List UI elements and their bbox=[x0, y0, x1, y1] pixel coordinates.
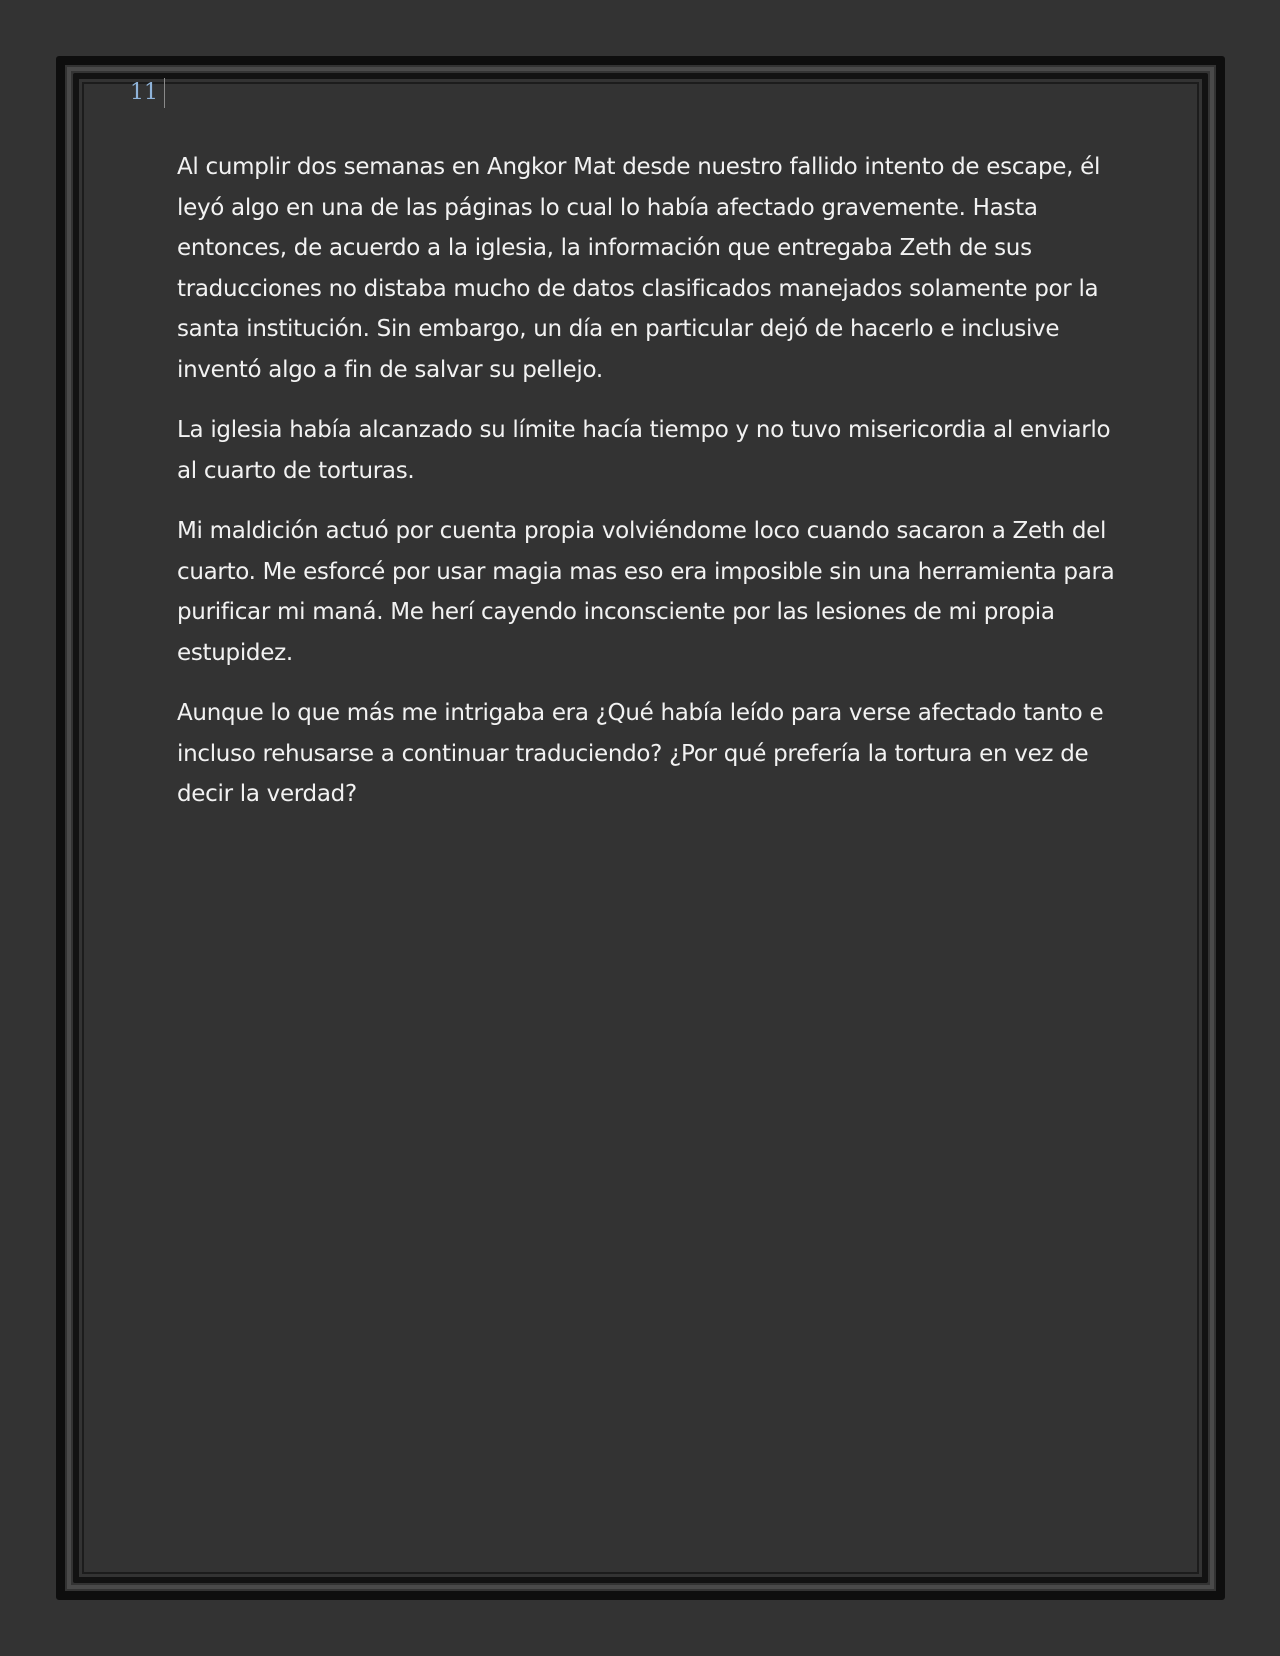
paragraph: Aunque lo que más me intrigaba era ¿Qué había leído para verse afectado tanto e incluso rehusarse a continuar traduciendo? ¿Por qué prefería la tortura en vez de decir la verdad? bbox=[177, 700, 1104, 807]
body-text bbox=[177, 147, 1117, 835]
page-number: 11 bbox=[130, 78, 165, 108]
paragraph: La iglesia había alcanzado su límite hacía tiempo y no tuvo misericordia al enviarlo al cuarto de torturas. bbox=[177, 417, 1111, 484]
paragraph: Al cumplir dos semanas en Angkor Mat desde nuestro fallido intento de escape, él leyó algo en una de las páginas lo cual lo había afectado gravemente. Hasta entonces, de acuerdo a la iglesia, la información que entregaba Zeth de sus traducciones no distaba mucho de datos clasificados manejados solamente por la santa institución. Sin embargo, un día en particular dejó de hacerlo e inclusive inventó algo a fin de salvar su pellejo. bbox=[177, 154, 1101, 383]
paragraph: Mi maldición actuó por cuenta propia volviéndome loco cuando sacaron a Zeth del cuarto. Me esforcé por usar magia mas eso era imposible sin una herramienta para purificar mi maná. Me herí cayendo inconsciente por las lesiones de mi propia estupidez. bbox=[177, 518, 1115, 666]
